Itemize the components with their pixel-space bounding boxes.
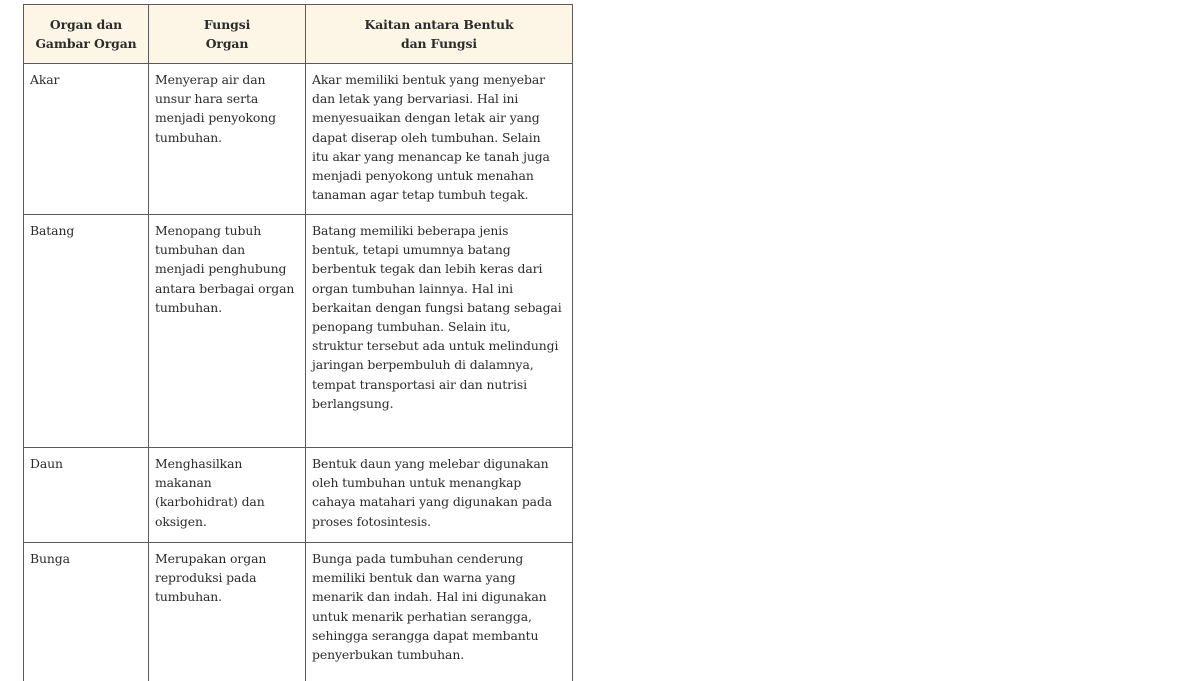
organ-name: Batang [30,221,142,240]
table-row-batang [24,215,573,448]
kaitan-line: sehingga serangga dapat membantu [312,626,566,645]
organ-name: Daun [30,454,142,473]
cell-fungsi [149,448,306,543]
fungsi-line: reproduksi pada [155,568,299,587]
fungsi-line: tumbuhan. [155,128,299,147]
cell-organ [24,543,149,681]
header-kaitan [306,5,573,64]
fungsi-line: menjadi penyokong [155,108,299,127]
cell-kaitan [306,543,573,681]
kaitan-line: tanaman agar tetap tumbuh tegak. [312,185,566,204]
fungsi-line: menjadi penghubung [155,259,299,278]
kaitan-line: dapat diserap oleh tumbuhan. Selain [312,128,566,147]
header-row [24,5,573,64]
table-row-akar [24,64,573,215]
fungsi-line: Menghasilkan [155,454,299,473]
kaitan-line: itu akar yang menancap ke tanah juga [312,147,566,166]
kaitan-line: Akar memiliki bentuk yang menyebar [312,70,566,89]
organ-name: Bunga [30,549,142,568]
fungsi-line: antara berbagai organ [155,279,299,298]
fungsi-line: unsur hara serta [155,89,299,108]
fungsi-line: oksigen. [155,512,299,531]
kaitan-line: Bentuk daun yang melebar digunakan [312,454,566,473]
header-fungsi [149,5,306,64]
kaitan-line: memiliki bentuk dan warna yang [312,568,566,587]
header-organ-line: Organ dan [28,15,144,34]
fungsi-line: tumbuhan dan [155,240,299,259]
organ-name: Akar [30,70,142,89]
fungsi-line: tumbuhan. [155,587,299,606]
fungsi-line: Merupakan organ [155,549,299,568]
cell-organ [24,64,149,215]
kaitan-line: oleh tumbuhan untuk menangkap [312,473,566,492]
header-organ [24,5,149,64]
fungsi-line: makanan [155,473,299,492]
header-fungsi-line: Organ [153,34,301,53]
fungsi-line: (karbohidrat) dan [155,492,299,511]
fungsi-line: tumbuhan. [155,298,299,317]
kaitan-line: Batang memiliki beberapa jenis [312,221,566,240]
kaitan-line: proses fotosintesis. [312,512,566,531]
fungsi-line: Menopang tubuh [155,221,299,240]
table-row-bunga [24,543,573,681]
kaitan-line: penopang tumbuhan. Selain itu, [312,317,566,336]
cell-fungsi [149,215,306,448]
kaitan-line: berlangsung. [312,394,566,413]
table-row-daun [24,448,573,543]
kaitan-line: dan letak yang bervariasi. Hal ini [312,89,566,108]
kaitan-line: Bunga pada tumbuhan cenderung [312,549,566,568]
kaitan-line: menjadi penyokong untuk menahan [312,166,566,185]
kaitan-line: menarik dan indah. Hal ini digunakan [312,587,566,606]
kaitan-line: tempat transportasi air dan nutrisi [312,375,566,394]
cell-kaitan [306,64,573,215]
kaitan-line: berkaitan dengan fungsi batang sebagai [312,298,566,317]
table-header [24,5,573,64]
kaitan-line: penyerbukan tumbuhan. [312,645,566,664]
cell-organ [24,448,149,543]
cell-fungsi [149,64,306,215]
header-kaitan-line: dan Fungsi [310,34,568,53]
kaitan-line: jaringan berpembuluh di dalamnya, [312,355,566,374]
fungsi-line: Menyerap air dan [155,70,299,89]
organ-function-table-container [23,4,572,681]
kaitan-line: cahaya matahari yang digunakan pada [312,492,566,511]
kaitan-line: struktur tersebut ada untuk melindungi [312,336,566,355]
cell-fungsi [149,543,306,681]
cell-kaitan [306,215,573,448]
kaitan-line: untuk menarik perhatian serangga, [312,607,566,626]
cell-organ [24,215,149,448]
table-body [24,64,573,681]
kaitan-line: organ tumbuhan lainnya. Hal ini [312,279,566,298]
header-kaitan-line: Kaitan antara Bentuk [310,15,568,34]
header-organ-line: Gambar Organ [28,34,144,53]
kaitan-line: menyesuaikan dengan letak air yang [312,108,566,127]
kaitan-line: berbentuk tegak dan lebih keras dari [312,259,566,278]
cell-kaitan [306,448,573,543]
organ-function-table [23,4,573,681]
header-fungsi-line: Fungsi [153,15,301,34]
kaitan-line: bentuk, tetapi umumnya batang [312,240,566,259]
